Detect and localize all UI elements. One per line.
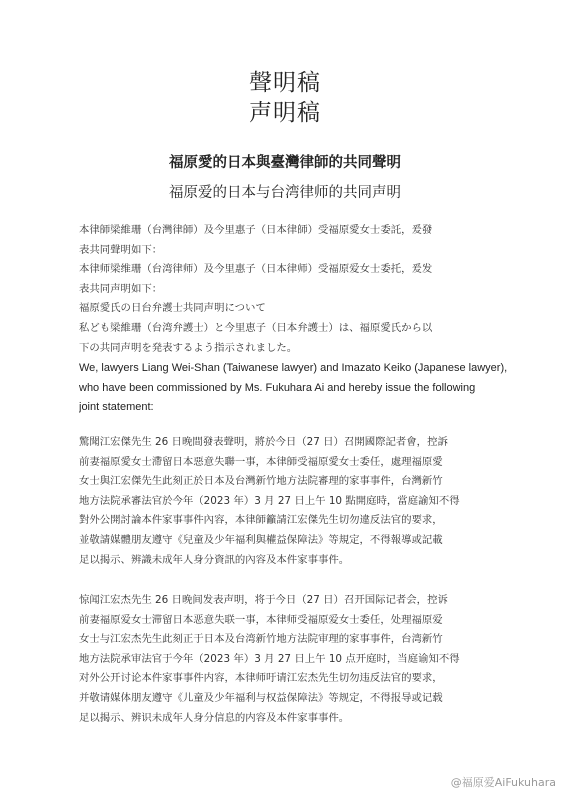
heading-traditional: 福原愛的日本與臺灣律師的共同聲明	[169, 155, 401, 171]
paragraph-simplified	[79, 591, 509, 728]
intro-block	[79, 221, 509, 358]
text-line: 前妻福原愛女士滯留日本惡意失聯一事，本律師受福原愛女士委任，處理福原愛	[79, 455, 443, 468]
text-line: 對外公開討論本件家事事件內容，本律師籲請江宏傑先生切勿違反法官的要求，	[79, 514, 443, 527]
text-line: 足以揭示、辨识未成年人身分信息的内容及本件家事事件。	[79, 711, 350, 724]
text-line: 对外公开讨论本件家事事件内容，本律师吁请江宏杰先生切勿违反法官的要求，	[79, 672, 443, 685]
english-statement	[79, 359, 509, 418]
text-line: We, lawyers Liang Wei-Shan (Taiwanese lawyer) and Imazato Keiko (Japanese lawyer),	[79, 362, 508, 374]
text-line: joint statement:	[79, 401, 154, 414]
text-line: 福原愛氏の日台弁護士共同声明について	[79, 302, 266, 315]
text-line: 本律師梁維珊（台灣律師）及今里惠子（日本律師）受福原愛女士委託，爰發	[79, 224, 433, 236]
paragraph-traditional	[79, 433, 509, 570]
text-line: 地方法院承审法官于今年（2023 年）3 月 27 日上午 10 点开庭时，当庭谕知不得	[79, 652, 460, 665]
text-line: who have been commissioned by Ms. Fukuhara Ai and hereby issue the following	[79, 381, 476, 394]
text-line: 驚聞江宏傑先生 26 日晚間發表聲明，將於今日（27 日）召開國際記者會，控訴	[79, 436, 448, 448]
text-line: 並敬請媒體朋友遵守《兒童及少年福利與權益保障法》等規定，不得報導或記載	[79, 533, 443, 546]
text-line: 前妻福原爱女士滞留日本恶意失联一事，本律师受福原爱女士委任，处理福原爱	[79, 613, 443, 626]
text-line: 女士與江宏傑先生此刻正於日本及台灣新竹地方法院審理的家事事件，台灣新竹	[79, 475, 443, 488]
title-traditional: 聲明稿	[249, 70, 321, 96]
text-line: 足以揭示、辨識未成年人身分資訊的內容及本件家事事件。	[79, 553, 350, 566]
text-line: 惊闻江宏杰先生 26 日晚间发表声明，将于今日（27 日）召开国际记者会，控诉	[79, 594, 448, 606]
text-line: 下の共同声明を発表するよう指示されました。	[79, 341, 298, 354]
text-line: 并敬请媒体朋友遵守《儿童及少年福利与权益保障法》等规定，不得报导或记载	[79, 691, 443, 704]
text-line: 私ども梁維珊（台湾弁護士）と今里恵子（日本弁護士）は、福原愛氏から以	[79, 321, 433, 334]
title-simplified: 声明稿	[249, 100, 321, 126]
text-line: 本律师梁维珊（台湾律师）及今里惠子（日本律师）受福原爱女士委托，爰发	[79, 263, 433, 276]
text-line: 表共同声明如下：	[79, 282, 163, 295]
watermark: @福原爱AiFukuhara	[450, 776, 556, 789]
text-line: 表共同聲明如下：	[79, 243, 163, 256]
heading-simplified: 福原爱的日本与台湾律师的共同声明	[169, 185, 401, 201]
text-line: 地方法院承審法官於今年（2023 年）3 月 27 日上午 10 點開庭時，當庭諭知不得	[79, 494, 460, 507]
text-line: 女士与江宏杰先生此刻正于日本及台湾新竹地方法院审理的家事事件，台湾新竹	[79, 633, 443, 646]
